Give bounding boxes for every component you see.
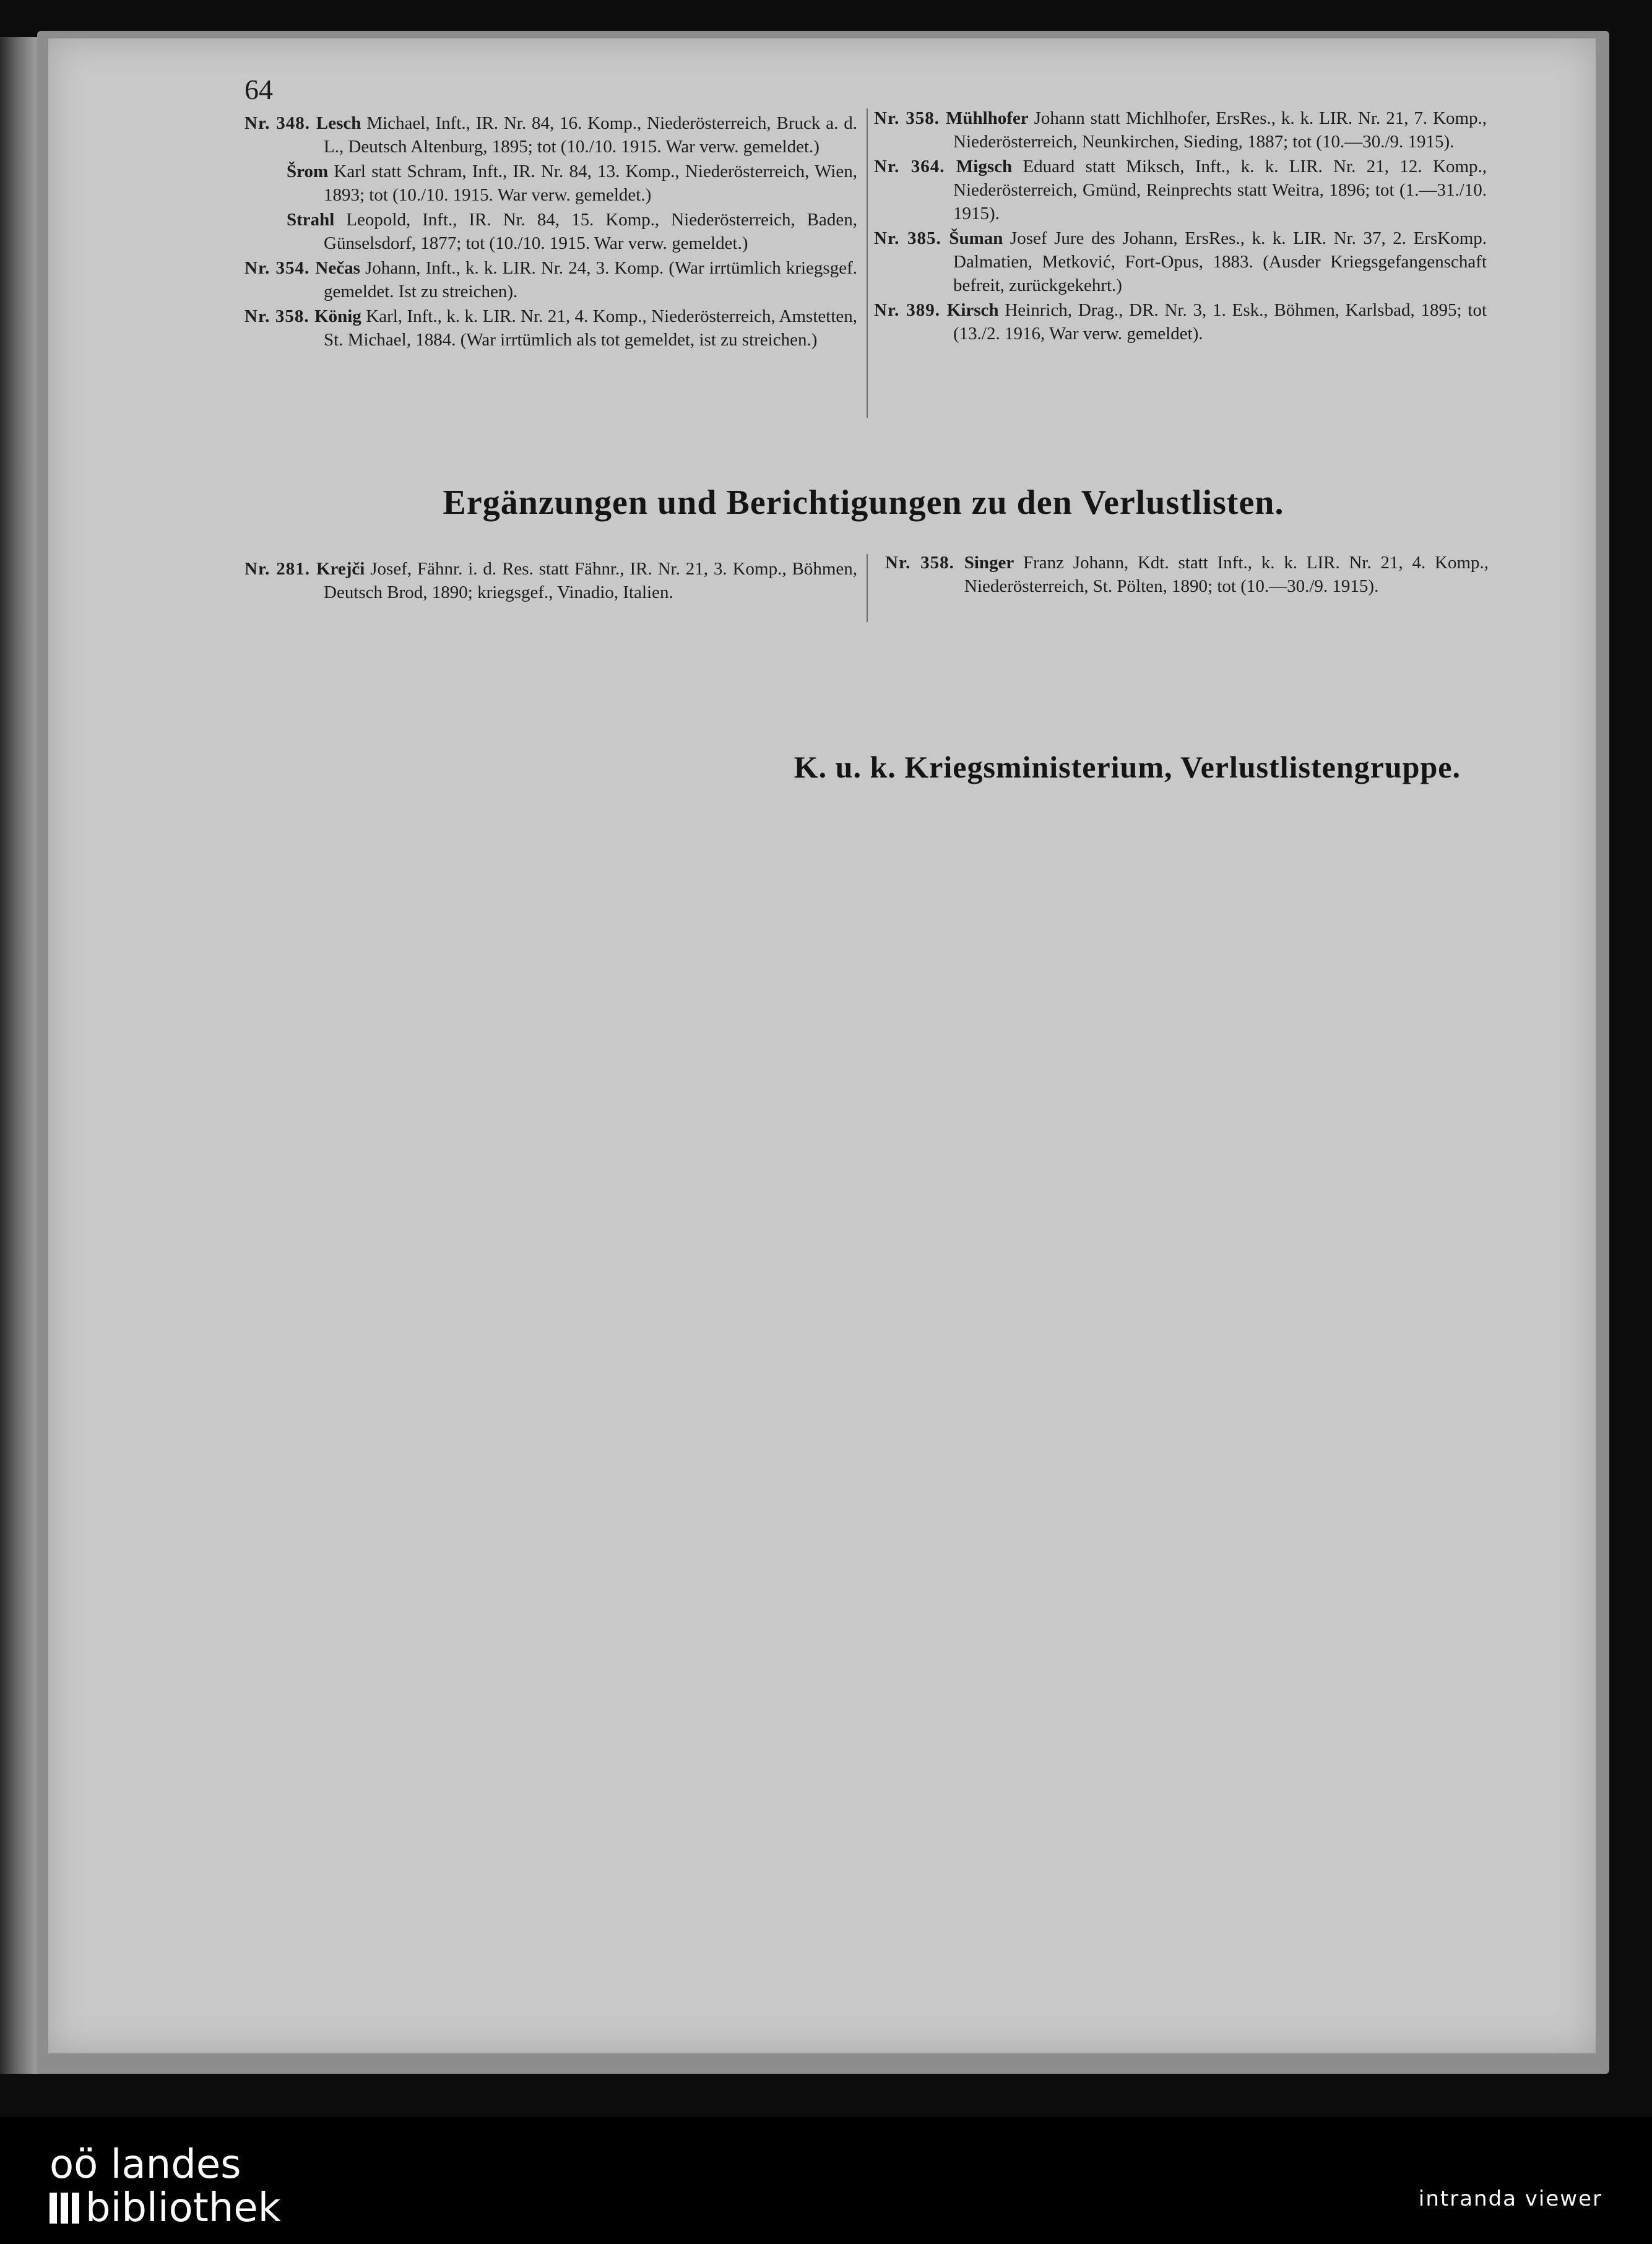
list-entry [244,305,857,352]
entry-number: Nr. 358. [244,306,315,326]
list-entry [874,227,1487,297]
entry-details: Josef Jure des Johann, ErsRes., k. k. LIR. Nr. 37, 2. ErsKomp. Dalmatien, Metković, Fort-Opus, 1883. (Ausder Kriegsgefangenschaft befreit, zurückgekehrt.) [953,228,1487,295]
entry-number: Nr. 389. [874,300,947,320]
entry-surname: Mühlhofer [945,108,1029,128]
entry-details: Franz Johann, Kdt. statt Inft., k. k. LIR. Nr. 21, 4. Komp., Niederösterreich, St. Pölten, 1890; tot (10.—30./9. 1915). [964,553,1489,596]
list-entry [244,160,857,207]
list-entry [874,298,1487,345]
entry-details: Michael, Inft., IR. Nr. 84, 16. Komp., Niederösterreich, Bruck a. d. L., Deutsch Altenburg, 1895; tot (10./10. 1915. War verw. gemeldet.) [324,113,857,157]
right-column [874,106,1487,347]
list-entry [244,557,857,604]
list-entry [874,106,1487,154]
list-entry [885,551,1489,598]
entry-details: Eduard statt Miksch, Inft., k. k. LIR. Nr. 21, 12. Komp., Niederösterreich, Gmünd, Reinprechts statt Weitra, 1896; tot (1.—31./10. 1915). [953,157,1487,223]
corrections-left-column [244,557,857,605]
entry-surname: Kirsch [946,300,999,320]
entry-details: Josef, Fähnr. i. d. Res. statt Fähnr., IR. Nr. 21, 3. Komp., Böhmen, Deutsch Brod, 1890; kriegsgef., Vinadio, Italien. [324,559,857,602]
logo-line-1: oö landes [50,2142,241,2188]
list-entry [244,208,857,255]
entry-details: Karl, Inft., k. k. LIR. Nr. 21, 4. Komp., Niederösterreich, Amstetten, St. Michael, 1884. (War irrtümlich als tot gemeldet, ist zu streichen.) [324,306,857,350]
section-heading: Ergänzungen und Berichtigungen zu den Verlustlisten. [443,483,1284,522]
entry-details: Karl statt Schram, Inft., IR. Nr. 84, 13. Komp., Niederösterreich, Wien, 1893; tot (10./10. 1915. War verw. gemeldet.) [324,162,857,205]
entry-details: Leopold, Inft., IR. Nr. 84, 15. Komp., Niederösterreich, Baden, Günselsdorf, 1877; tot (10./10. 1915. War verw. gemeldet.) [324,210,857,253]
logo-bars-icon [50,2193,79,2224]
entry-surname: Šuman [949,228,1003,248]
viewer-brand[interactable]: intranda viewer [1418,2186,1602,2211]
logo-line-2: bibliothek [85,2185,281,2231]
entry-surname: Šrom [287,162,329,181]
library-logo[interactable] [50,2143,281,2230]
entry-number: Nr. 385. [874,228,949,248]
entry-surname: Lesch [316,113,361,133]
list-entry [244,111,857,158]
corrections-column-divider [867,554,868,622]
entry-surname: König [314,306,361,326]
corrections-right-column [885,551,1489,599]
entry-number: Nr. 281. [244,559,316,579]
entry-details: Heinrich, Drag., DR. Nr. 3, 1. Esk., Böhmen, Karlsbad, 1895; tot (13./2. 1916, War verw. gemeldet). [953,300,1487,344]
page-number: 64 [244,74,273,105]
entry-number: Nr. 358. [874,108,946,128]
entry-number: Nr. 354. [244,258,316,278]
left-column [244,111,857,353]
entry-number: Nr. 364. [874,157,956,176]
list-entry [244,256,857,303]
column-divider [867,108,868,418]
entry-details: Johann statt Michlhofer, ErsRes., k. k. LIR. Nr. 21, 7. Komp., Niederösterreich, Neunkirchen, Sieding, 1887; tot (10.—30./9. 1915). [953,108,1487,152]
entry-number: Nr. 358. [885,553,964,573]
entry-number: Nr. 348. [244,113,316,133]
entry-surname: Singer [964,553,1014,573]
entry-surname: Nečas [315,258,360,278]
entry-surname: Strahl [287,210,335,230]
signature-line: K. u. k. Kriegsministerium, Verlustlistengruppe. [794,750,1461,784]
entry-surname: Migsch [956,157,1013,176]
entry-surname: Krejči [316,559,365,579]
footer-bar [0,2117,1652,2244]
list-entry [874,155,1487,225]
entry-details: Johann, Inft., k. k. LIR. Nr. 24, 3. Komp. (War irrtümlich kriegsgef. gemeldet. Ist zu streichen). [324,258,857,301]
